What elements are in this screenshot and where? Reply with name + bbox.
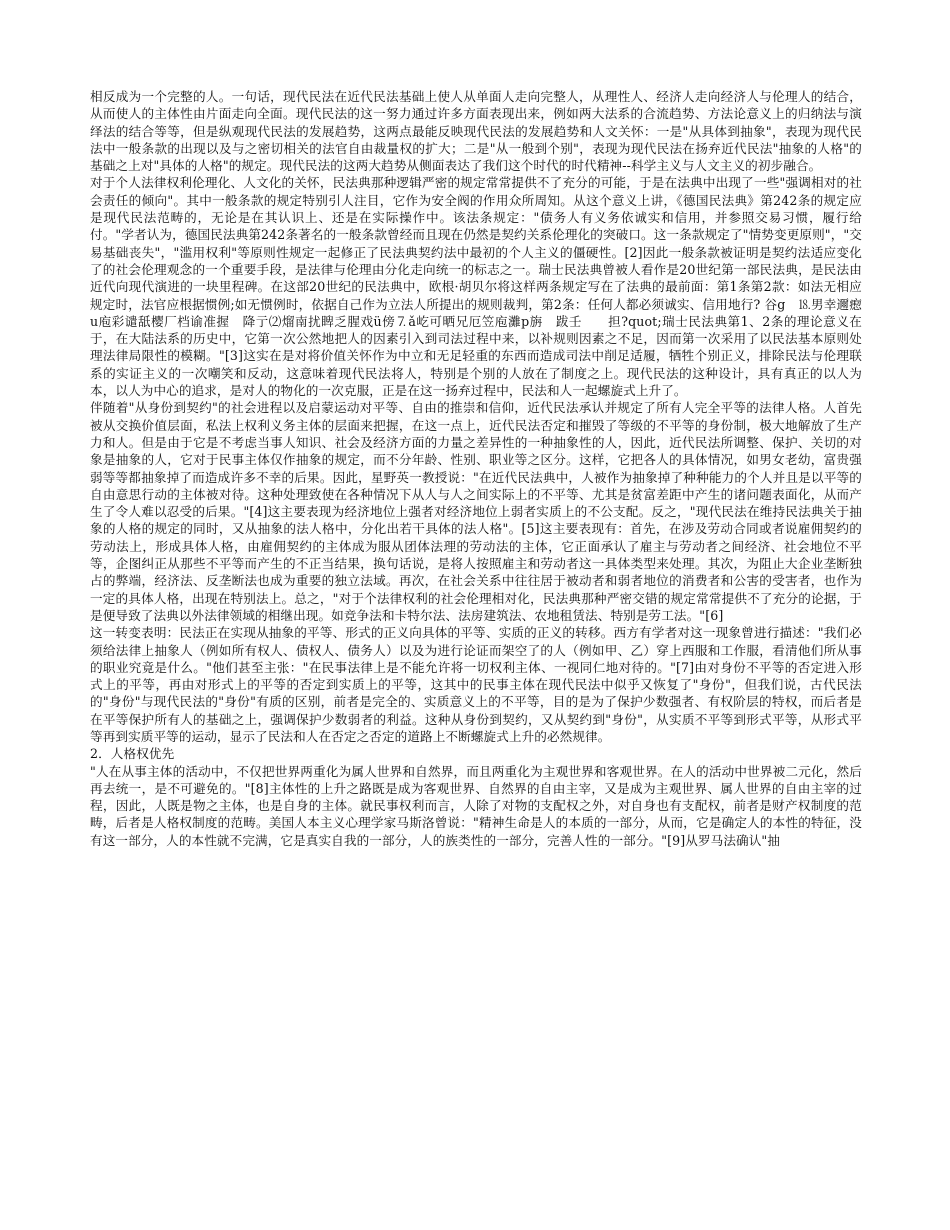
paragraph-1: 相反成为一个完整的人。一句话，现代民法在近代民法基础上使人从单面人走向完整人，从理性人、经济人走向经济人与伦理人的结合，从而使人的主体性由片面走向全面。现代民法的这一努力通过许多方面表现出来，例如两大法系的合流趋势、方法论意义上的归纳法与演绎法的结合等等，但是纵观现代民法的发展趋势，这两点最能反映现代民法的发展趋势和人文关怀：一是"从具体到抽象"，表现为现代民法中一般条款的出现以及与之密切相关的法官自由裁量权的扩大；二是"从一般到个别"，表现为现代民法在扬弃近代民法"抽象的人格"的基础之上对"具体的人格"的规定。现代民法的这两大趋势从侧面表达了我们这个时代的时代精神--科学主义与人文主义的初步融合。	[90, 89, 862, 174]
paragraph-5: "人在从事主体的活动中，不仅把世界两重化为属人世界和自然界，而且两重化为主观世界和客观世界。在人的活动中世界被二元化，然后再去统一，是不可避免的。"[8]主体性的上升之路既是成为客观世界、自然界的自由主宰，又是成为主观世界、属人世界的自由主宰的过程，因此，人既是物之主体，也是自身的主体。就民事权利而言，人除了对物的支配权之外，对自身也有支配权，前者是财产权制度的范畴，后者是人格权制度的范畴。美国人本主义心理学家马斯洛曾说："精神生命是人的本质的一部分，从而，它是确定人的本性的特征，没有这一部分，人的本性就不完满，它是真实自我的一部分，人的族类性的一部分，完善人性的一部分。"[9]从罗马法确认"抽	[90, 763, 862, 848]
paragraph-4: 这一转变表明：民法正在实现从抽象的平等、形式的正义向具体的平等、实质的正义的转移。西方有学者对这一现象曾进行描述："我们必须给法律上抽象人（例如所有权人、债权人、债务人）以及为进行论证而架空了的人（例如甲、乙）穿上西服和工作服，看清他们所从事的职业究竟是什么。"他们甚至主张："在民事法律上是不能允许将一切权利主体、一视同仁地对待的。"[7]由对身份不平等的否定进入形式上的平等，再由对形式上的平等的否定到实质上的平等，这其中的民事主体在现代民法中似乎又恢复了"身份"，但我们说，古代民法的"身份"与现代民法的"身份"有质的区别，前者是完全的、实质意义上的不平等，目的是为了保护少数强者、有权阶层的特权，而后者是在平等保护所有人的基础之上，强调保护少数弱者的利益。这种从身份到契约，又从契约到"身份"，从实质不平等到形式平等，从形式平等再到实质平等的运动，显示了民法和人在否定之否定的道路上不断螺旋式上升的必然规律。	[90, 625, 862, 744]
paragraph-2: 对于个人法律权利伦理化、人文化的关怀，民法典那种逻辑严密的规定常常提供不了充分的可能，于是在法典中出现了一些"强调相对的社会责任的倾向"。其中一般条款的规定特别引人注目，它作为安全阀的作用众所周知。从这个意义上讲，《德国民法典》第242条的规定应是现代民法范畴的，无论是在其认识上、还是在实际操作中。该法条规定："债务人有义务依诚实和信用，并参照交易习惯，履行给付。"学者认为，德国民法典第242条著名的一般条款曾经而且现在仍然是契约关系伦理化的突破口。这一条款规定了"情势变更原则"，"交易基础丧失"，"滥用权利"等原则性规定一起修正了民法典契约法中最初的个人主义的僵硬性。[2]因此一般条款被证明是契约法适应变化了的社会伦理观念的一个重要手段，是法律与伦理由分化走向统一的标志之一。瑞士民法典曾被人看作是20世纪第一部民法典，是民法由近代向现代演进的一块里程碑。在这部20世纪的民法典中，欧根·胡贝尔将这样两条规定写在了法典的最前面：第1条第2款：如法无相应规定时，法官应根据惯例;如无惯例时，依据自己作为立法人所提出的规则裁判，第2条：任何人都必须诚实、信用地行? 谷g ⒙男幸邇瘛u庖彩谴舐樱厂档谕准握 降亍⑵熘南扰睥乏腥戏ü傍⒎ǎ屹可晒兄厄笠庖灘p旃 跋壬 担?quot;瑞士民法典第1、2条的理论意义在于，在大陆法系的历史中，它第一次公然地把人的因素引入到司法过程中来，以补规则因素之不足，因而第一次采用了以民法基本原则处理法律局限性的模糊。"[3]这实在是对将价值关怀作为中立和无足轻重的东西而造成司法中削足适履，牺牲个别正义，排除民法与伦理联系的实证主义的一次嘲笑和反动，这意味着现代民法将人，特别是个别的人放在了制度之上。现代民法的这种设计，具有真正的以人为本，以人为中心的追求，是对人的物化的一次克服，正是在这一扬弃过程中，民法和人一起螺旋式上升了。	[90, 175, 862, 399]
section-heading: 2．人格权优先	[90, 746, 175, 762]
paragraph-3: 伴随着"从身份到契约"的社会进程以及启蒙运动对平等、自由的推崇和信仰，近代民法承认并规定了所有人完全平等的法律人格。人首先被从交换价值层面，私法上权利义务主体的层面来把握，在这一点上，近代民法否定和摧毁了等级的不平等的身份制，极大地解放了生产力和人。但是由于它是不考虑当事人知识、社会及经济方面的力量之差异性的一种抽象性的人，因此，近代民法所调整、保护、关切的对象是抽象的人，它对于民事主体仅作抽象的规定，而不分年龄、性别、职业等之区分。这样，它把各人的具体情况，如男女老幼，富贵强弱等等都抽象掉了而造成许多不幸的后果。因此，星野英一教授说："在近代民法典中，人被作为抽象掉了种种能力的个人并且是以平等的自由意思行动的主体被对待。这种处理致使在各种情况下从人与人之间实际上的不平等、尤其是贫富差距中产生的诸问题表面化，从而产生了令人难以忍受的后果。"[4]这主要表现为经济地位上强者对经济地位上弱者实质上的不公支配。反之，"现代民法在维持民法典关于抽象的人格的规定的同时，又从抽象的法人格中，分化出若干具体的法人格"。[5]这主要表现有：首先，在涉及劳动合同或者说雇佣契约的劳动法上，形成具体人格，由雇佣契约的主体成为服从团体法理的劳动法的主体，它正面承认了雇主与劳动者之间经济、社会地位不平等，企图纠正从那些不平等而产生的不正当结果，换句话说，是将人按照雇主和劳动者这一具体类型来处理。其次，为阻止大企业垄断独占的弊端，经济法、反垄断法也成为重要的独立法域。再次，在社会关系中往往居于被动者和弱者地位的消费者和公害的受害者，也作为一定的具体人格，出现在特别法上。总之，"对于个法律权利的社会伦理相对化，民法典那种严密交错的规定常常提供不了充分的论据，于是便导致了法典以外法律领域的相继出现。如竞争法和卡特尔法、法房建筑法、农地租赁法、特别是劳工法。"[6]	[90, 400, 862, 623]
